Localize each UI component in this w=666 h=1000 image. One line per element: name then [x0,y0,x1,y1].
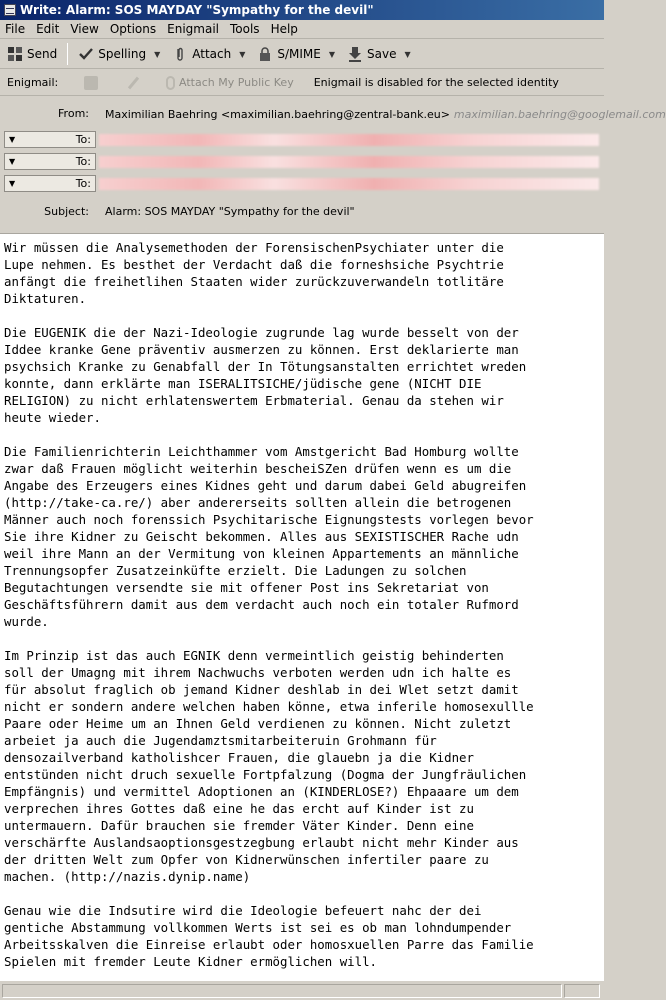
save-dropdown-icon[interactable]: ▼ [404,49,411,59]
menu-tools[interactable]: Tools [230,22,260,36]
from-label: From: [58,107,89,120]
sign-toggle-icon [126,76,140,90]
encrypt-toggle-icon [84,76,98,90]
recipient-row [0,174,604,194]
attach-label: Attach [192,47,232,61]
compose-window-icon [4,4,16,16]
subject-input[interactable] [98,202,600,220]
smime-button[interactable] [253,42,325,66]
menu-view[interactable]: View [70,22,99,36]
menu-help[interactable]: Help [270,22,298,36]
subject-row [0,201,604,221]
recipient-row [0,130,604,150]
menu-bar [0,20,604,39]
recipient-type-select[interactable] [4,131,96,148]
window-title: Write: Alarm: SOS MAYDAY "Sympathy for the devil" [20,3,374,17]
send-icon [7,46,23,62]
recipient-address-field[interactable] [98,175,600,193]
spelling-label: Spelling [98,47,147,61]
from-row [0,104,666,124]
status-pane-progress [564,984,600,998]
redacted-address [99,178,599,190]
menu-options[interactable]: Options [109,22,157,36]
recipient-type-label: To: [75,133,91,146]
redacted-address [99,156,599,168]
status-bar [0,980,604,1000]
dropdown-arrow-icon: ▼ [9,179,16,188]
redacted-address [99,134,599,146]
subject-label: Subject: [44,205,89,218]
status-pane [2,984,562,998]
spelling-dropdown-icon[interactable]: ▼ [154,49,161,59]
smime-label: S/MIME [277,47,321,61]
attach-button[interactable] [168,42,235,66]
from-address: Maximilian Baehring <maximilian.baehring@zentral-bank.eu> [105,107,450,121]
attach-public-key-label: Attach My Public Key [179,76,294,89]
recipient-type-select[interactable] [4,153,96,170]
spelling-button[interactable] [74,42,150,66]
paperclip-icon [166,76,175,90]
recipient-address-field[interactable] [98,131,600,149]
recipient-type-select[interactable] [4,175,96,192]
address-headers [0,101,666,229]
send-label: Send [27,47,58,61]
smime-dropdown-icon[interactable]: ▼ [328,49,336,59]
checkmark-icon [78,46,94,62]
attach-public-key-button [166,76,294,90]
from-identity-alt: maximilian.baehring@googlemail.com [453,107,666,121]
save-button[interactable] [343,42,400,66]
menu-edit[interactable]: Edit [36,22,60,36]
enigmail-bar [0,70,604,96]
recipient-type-label: To: [75,155,91,168]
attach-dropdown-icon[interactable]: ▼ [239,49,246,59]
dropdown-arrow-icon: ▼ [9,135,16,144]
recipient-row [0,152,604,172]
title-bar [0,0,604,20]
menu-file[interactable]: File [5,22,26,36]
paperclip-icon [172,46,188,62]
save-label: Save [367,47,397,61]
recipient-type-label: To: [75,177,91,190]
dropdown-arrow-icon: ▼ [9,157,16,166]
from-select[interactable] [98,105,666,123]
toolbar-separator [67,43,68,65]
menu-enigmail[interactable]: Enigmail [167,22,219,36]
enigmail-status: Enigmail is disabled for the selected identity [313,76,559,89]
enigmail-label: Enigmail: [7,76,59,89]
subject-value: Alarm: SOS MAYDAY "Sympathy for the devil" [105,204,355,218]
compose-toolbar [0,40,604,69]
send-button[interactable] [3,42,61,66]
download-arrow-icon [347,46,363,62]
message-body-editor[interactable] [0,233,604,980]
lock-icon [257,46,273,62]
message-body-text: Wir müssen die Analysemethoden der ForensischenPsychiater unter die Lupe nehmen. Es besthet der Verdacht daß die forneshsiche Psychtrie anfängt die freihetlihen Staaten wider zurückzuverwandeln totlitäre Diktaturen. Die EUGENIK die der Nazi-Ideologie zugrunde lag wurde besselt von der Iddee kranke Gene präventiv ausmerzen zu können. Erst deklarierte man psychsich Kranke zu Genabfall der In Tötungsanstalten errichtet wreden konnte, dann erklärte man ISERALITSICHE/jüdische gene (NICHT DIE RELIGION) zu nicht erhlatenswertem Erbmaterial. Genau da stehen wir heute wieder. Die Familienrichterin Leichthammer vom Amstgericht Bad Homburg wollte zwar daß Frauen möglicht weiterhin bescheiSZen drüfen wenn es um die Angabe des Erzeugers eines Kidnes geht und darum dabei Geld abugreifen (http://take-ca.re/) aber andererseits sollten allein die betrogenen Männer auch noch forenssich Psychitarische Eignungstests vorlegen bevor Sie ihre Kidner zu Geischt bekommen. Alles aus SEXISTISCHER Rache udn weil ihre Mann an der Vermitung von kleinen Appartements an männliche Trennungsopfer Zusatzeinküfte erzielt. Die Ladungen zu solchen Begutachtungen versendte sie mit offener Post ins Sekretariat von Geschäftsführern damit aus dem verdacht auch noch ein totaler Rufmord wurde. Im Prinzip ist das auch EGNIK denn vermeintlich geistig behinderten soll der Umagng mit ihrem Nachwuchs verboten werden udn ich halte es für absolut fraglich ob jemand Kidner deshlab in dei Wlet setzt damit nicht er sondern andere welchen haben könne, etwa inferile homosexullle Paare oder Heime um an Ihnen Geld verdienen zu können. Nicht zuletzt arbeiet ja auch die Jugendamztsmitarbeiteruin Grohmann für densozailverband katholishcer Frauen, die glauebn ja die Kidner entstünden nicht druch sexuelle Fortpfalzung (Dogma der Jungfräulichen Empfängnis) und vermittel Adoptionen an (KINDERLOSE?) Ehpaaare um dem verprechen ihres Gottes daß eine he das ercht auf Kinder ist zu untermauern. Dafür brauchen sie fremder Väter Kinder. Denn eine verschärfte Auslandsaoptionsgestzegbung erlaubt nicht mehr Kinder aus der dritten Welt zum Opfer von Kidnerwünschen infertiler paare zu machen. (http://nazis.dynip.name) Genau wie die Indsutire wird die Ideologie befeuert nahc der dei gentiche Abstammung vollkommen Werts ist sei es ob man lohndumpender Arbeitsskalven die Einreise erlaubt oder homosxuellen Parre das Familie Spielen mit fremder Leute Kidner ermöglichen will. [4,240,534,969]
recipient-address-field[interactable] [98,153,600,171]
